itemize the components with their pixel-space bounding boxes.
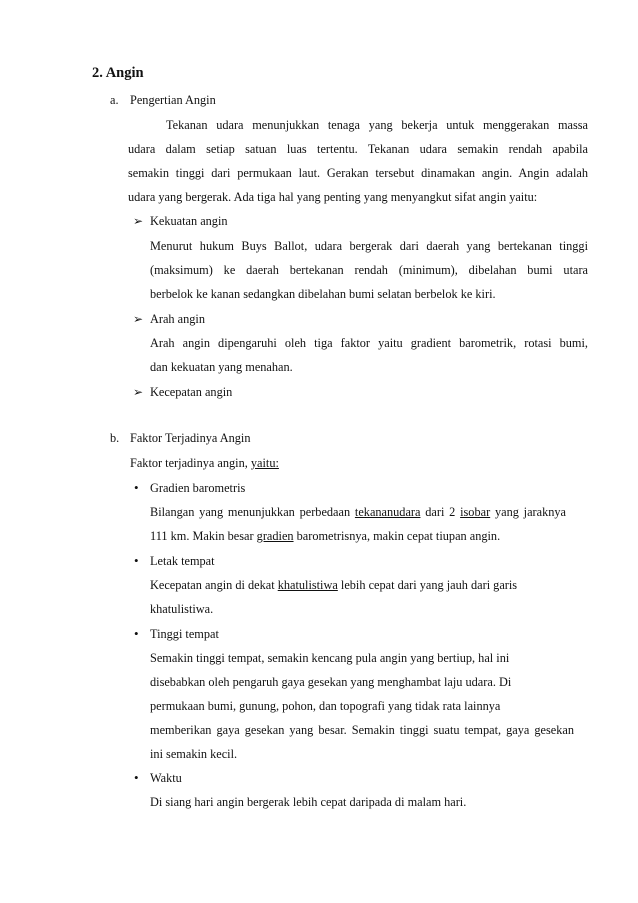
- item-line: dan kekuatan yang menahan.: [150, 360, 293, 374]
- factor-line: 111 km. Makin besar gradien barometrisnya, makin cepat tiupan angin.: [150, 529, 501, 543]
- link-isobar[interactable]: isobar: [460, 505, 491, 519]
- paragraph-line: semakin tinggi dari permukaan laut. Gerakan tersebut dinamakan angin. Angin adalah: [128, 166, 588, 180]
- arrow-bullet-icon: ➢: [133, 312, 144, 326]
- item-title: Kekuatan angin: [150, 214, 228, 228]
- subsection-a-title: Pengertian Angin: [130, 93, 216, 107]
- bullet-icon: •: [134, 553, 139, 568]
- subsection-a-label: a.: [110, 93, 119, 107]
- link-tekananudara[interactable]: tekananudara: [354, 505, 421, 519]
- factor-title: Letak tempat: [150, 554, 215, 568]
- paragraph-line: udara yang bergerak. Ada tiga hal yang penting yang menyangkut sifat angin yaitu:: [128, 190, 538, 204]
- factor-line: memberikan gaya gesekan yang besar. Semakin tinggi suatu tempat, gaya gesekan: [150, 723, 574, 737]
- paragraph-line: udara dalam setiap satuan luas tertentu. Tekanan udara semakin rendah apabila: [128, 142, 588, 156]
- link-khatulistiwa[interactable]: khatulistiwa: [277, 578, 338, 592]
- bullet-icon: •: [134, 626, 139, 641]
- arrow-bullet-icon: ➢: [133, 214, 144, 228]
- paragraph-line: Tekanan udara menunjukkan tenaga yang bekerja untuk menggerakan massa: [166, 118, 588, 132]
- item-line: Menurut hukum Buys Ballot, udara bergerak dari daerah yang bertekanan tinggi: [150, 239, 588, 253]
- link-gradien[interactable]: gradien: [256, 529, 294, 543]
- factor-line: khatulistiwa.: [150, 602, 214, 616]
- factor-title: Waktu: [150, 771, 182, 785]
- subsection-b-title: Faktor Terjadinya Angin: [130, 431, 251, 445]
- factor-line: Kecepatan angin di dekat khatulistiwa lebih cepat dari yang jauh dari garis: [150, 578, 518, 592]
- factor-title: Tinggi tempat: [150, 627, 219, 641]
- section-heading: 2. Angin: [92, 65, 144, 81]
- item-line: (maksimum) ke daerah bertekanan rendah (minimum), dibelahan bumi utara: [150, 263, 588, 277]
- item-line: berbelok ke kanan sedangkan dibelahan bumi selatan berbelok ke kiri.: [150, 287, 496, 301]
- item-line: Arah angin dipengaruhi oleh tiga faktor yaitu gradient barometrik, rotasi bumi,: [150, 336, 588, 350]
- bullet-icon: •: [134, 480, 139, 495]
- arrow-bullet-icon: ➢: [133, 385, 144, 399]
- factor-line: Bilangan yang menunjukkan perbedaan tekananudara dari 2 isobar yang jaraknya: [150, 505, 566, 519]
- item-title: Kecepatan angin: [150, 385, 233, 399]
- factor-line: Semakin tinggi tempat, semakin kencang pula angin yang bertiup, hal ini: [150, 651, 510, 665]
- factor-line: ini semakin kecil.: [150, 747, 238, 761]
- bullet-icon: •: [134, 770, 139, 785]
- factor-title: Gradien barometris: [150, 481, 246, 495]
- factor-line: disebabkan oleh pengaruh gaya gesekan yang menghambat laju udara. Di: [150, 675, 512, 689]
- factor-line: Di siang hari angin bergerak lebih cepat daripada di malam hari.: [150, 795, 467, 809]
- item-title: Arah angin: [150, 312, 205, 326]
- subsection-b-intro: Faktor terjadinya angin, yaitu:: [130, 456, 279, 470]
- factor-line: permukaan bumi, gunung, pohon, dan topografi yang tidak rata lainnya: [150, 699, 501, 713]
- subsection-b-label: b.: [110, 431, 120, 445]
